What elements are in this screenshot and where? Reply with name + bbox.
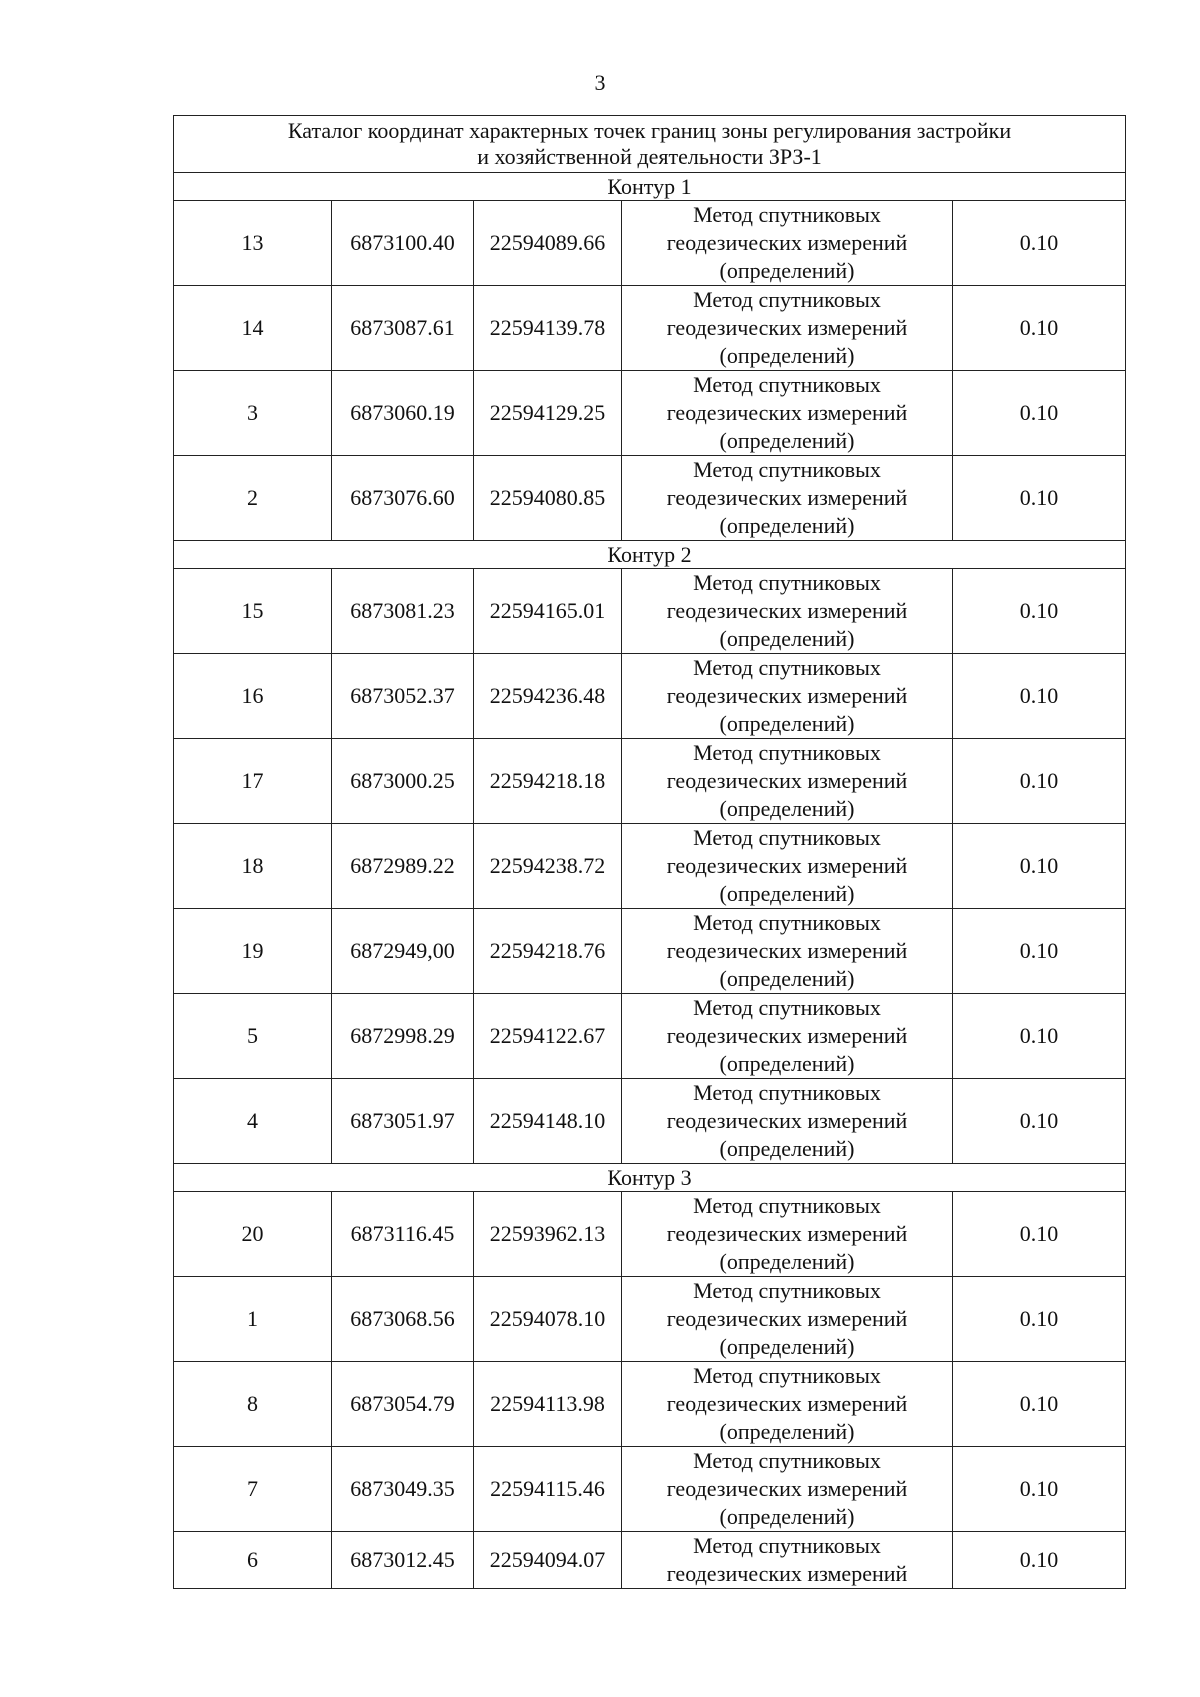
method-line-3: (определений): [719, 1419, 855, 1444]
method-line-3: (определений): [719, 881, 855, 906]
method-line-2: геодезических измерений: [666, 853, 908, 878]
method-line-1: Метод спутниковых: [693, 287, 881, 312]
coordinate-catalog-table: [173, 115, 1126, 1589]
method-cell: [622, 824, 953, 909]
table-row: [174, 994, 1126, 1079]
y-coordinate-cell: 22593962.13: [474, 1192, 622, 1277]
x-coordinate-cell: 6873049.35: [332, 1447, 474, 1532]
method-line-3: (определений): [719, 513, 855, 538]
method-line-2: геодезических измерений: [666, 1561, 908, 1586]
point-number-cell: 18: [174, 824, 332, 909]
method-line-2: геодезических измерений: [666, 1391, 908, 1416]
table-row: [174, 909, 1126, 994]
accuracy-cell: 0.10: [953, 1277, 1126, 1362]
method-line-2: геодезических измерений: [666, 1221, 908, 1246]
table-row: [174, 654, 1126, 739]
method-line-2: геодезических измерений: [666, 1023, 908, 1048]
accuracy-cell: 0.10: [953, 371, 1126, 456]
method-line-2: геодезических измерений: [666, 1108, 908, 1133]
point-number-cell: 2: [174, 456, 332, 541]
method-line-1: Метод спутниковых: [693, 1533, 881, 1558]
method-cell: [622, 909, 953, 994]
point-number-cell: 7: [174, 1447, 332, 1532]
table-title: [174, 116, 1126, 173]
accuracy-cell: 0.10: [953, 824, 1126, 909]
table-row: [174, 1362, 1126, 1447]
point-number-cell: 15: [174, 569, 332, 654]
method-line-1: Метод спутниковых: [693, 202, 881, 227]
method-cell: [622, 286, 953, 371]
method-line-1: Метод спутниковых: [693, 1363, 881, 1388]
accuracy-cell: 0.10: [953, 569, 1126, 654]
method-line-3: (определений): [719, 428, 855, 453]
table-row: [174, 371, 1126, 456]
method-cell: [622, 1079, 953, 1164]
table-row: [174, 1192, 1126, 1277]
accuracy-cell: 0.10: [953, 1192, 1126, 1277]
accuracy-cell: 0.10: [953, 1532, 1126, 1589]
table-row: [174, 739, 1126, 824]
method-cell: [622, 201, 953, 286]
contour-header-row: [174, 173, 1126, 201]
method-line-2: геодезических измерений: [666, 768, 908, 793]
method-line-2: геодезических измерений: [666, 485, 908, 510]
table-row: [174, 201, 1126, 286]
table-row: [174, 1277, 1126, 1362]
method-line-2: геодезических измерений: [666, 598, 908, 623]
x-coordinate-cell: 6873052.37: [332, 654, 474, 739]
method-line-1: Метод спутниковых: [693, 655, 881, 680]
method-line-2: геодезических измерений: [666, 400, 908, 425]
x-coordinate-cell: 6873081.23: [332, 569, 474, 654]
table-row: [174, 1079, 1126, 1164]
method-cell: [622, 654, 953, 739]
method-line-3: (определений): [719, 343, 855, 368]
method-cell: [622, 1192, 953, 1277]
method-line-3: (определений): [719, 1504, 855, 1529]
y-coordinate-cell: 22594078.10: [474, 1277, 622, 1362]
point-number-cell: 3: [174, 371, 332, 456]
method-line-1: Метод спутниковых: [693, 740, 881, 765]
method-line-1: Метод спутниковых: [693, 1448, 881, 1473]
accuracy-cell: 0.10: [953, 1079, 1126, 1164]
x-coordinate-cell: 6873076.60: [332, 456, 474, 541]
page-number: 3: [594, 70, 606, 95]
table-row: [174, 286, 1126, 371]
y-coordinate-cell: 22594165.01: [474, 569, 622, 654]
method-line-1: Метод спутниковых: [693, 372, 881, 397]
y-coordinate-cell: 22594238.72: [474, 824, 622, 909]
point-number-cell: 13: [174, 201, 332, 286]
accuracy-cell: 0.10: [953, 909, 1126, 994]
accuracy-cell: 0.10: [953, 739, 1126, 824]
x-coordinate-cell: 6873000.25: [332, 739, 474, 824]
y-coordinate-cell: 22594236.48: [474, 654, 622, 739]
x-coordinate-cell: 6872989.22: [332, 824, 474, 909]
accuracy-cell: 0.10: [953, 286, 1126, 371]
point-number-cell: 19: [174, 909, 332, 994]
method-cell: [622, 994, 953, 1079]
x-coordinate-cell: 6873116.45: [332, 1192, 474, 1277]
y-coordinate-cell: 22594139.78: [474, 286, 622, 371]
contour-header-row: [174, 1164, 1126, 1192]
method-line-3: (определений): [719, 258, 855, 283]
method-line-1: Метод спутниковых: [693, 1080, 881, 1105]
method-line-2: геодезических измерений: [666, 1476, 908, 1501]
contour-label: Контур 3: [174, 1164, 1126, 1192]
method-line-2: геодезических измерений: [666, 938, 908, 963]
table-row: [174, 824, 1126, 909]
x-coordinate-cell: 6873012.45: [332, 1532, 474, 1589]
y-coordinate-cell: 22594089.66: [474, 201, 622, 286]
method-line-1: Метод спутниковых: [693, 570, 881, 595]
x-coordinate-cell: 6873100.40: [332, 201, 474, 286]
x-coordinate-cell: 6873068.56: [332, 1277, 474, 1362]
point-number-cell: 16: [174, 654, 332, 739]
table-title-line-2: и хозяйственной деятельности ЗРЗ-1: [477, 144, 822, 169]
y-coordinate-cell: 22594218.76: [474, 909, 622, 994]
point-number-cell: 4: [174, 1079, 332, 1164]
table-row: [174, 1447, 1126, 1532]
method-line-2: геодезических измерений: [666, 315, 908, 340]
x-coordinate-cell: 6872998.29: [332, 994, 474, 1079]
y-coordinate-cell: 22594122.67: [474, 994, 622, 1079]
method-cell: [622, 456, 953, 541]
method-line-1: Метод спутниковых: [693, 995, 881, 1020]
method-line-3: (определений): [719, 1249, 855, 1274]
accuracy-cell: 0.10: [953, 654, 1126, 739]
method-line-1: Метод спутниковых: [693, 910, 881, 935]
method-line-2: геодезических измерений: [666, 230, 908, 255]
method-line-1: Метод спутниковых: [693, 1193, 881, 1218]
method-line-3: (определений): [719, 966, 855, 991]
method-line-2: геодезических измерений: [666, 1306, 908, 1331]
y-coordinate-cell: 22594094.07: [474, 1532, 622, 1589]
y-coordinate-cell: 22594218.18: [474, 739, 622, 824]
point-number-cell: 1: [174, 1277, 332, 1362]
table-row: [174, 456, 1126, 541]
method-line-3: (определений): [719, 796, 855, 821]
accuracy-cell: 0.10: [953, 1362, 1126, 1447]
point-number-cell: 17: [174, 739, 332, 824]
x-coordinate-cell: 6873087.61: [332, 286, 474, 371]
x-coordinate-cell: 6873054.79: [332, 1362, 474, 1447]
point-number-cell: 8: [174, 1362, 332, 1447]
method-line-1: Метод спутниковых: [693, 457, 881, 482]
y-coordinate-cell: 22594080.85: [474, 456, 622, 541]
method-cell: [622, 1447, 953, 1532]
y-coordinate-cell: 22594148.10: [474, 1079, 622, 1164]
point-number-cell: 14: [174, 286, 332, 371]
method-line-3: (определений): [719, 1136, 855, 1161]
contour-header-row: [174, 541, 1126, 569]
method-line-2: геодезических измерений: [666, 683, 908, 708]
method-line-1: Метод спутниковых: [693, 1278, 881, 1303]
y-coordinate-cell: 22594129.25: [474, 371, 622, 456]
accuracy-cell: 0.10: [953, 201, 1126, 286]
method-cell: [622, 569, 953, 654]
method-cell: [622, 371, 953, 456]
method-cell: [622, 1362, 953, 1447]
method-line-3: (определений): [719, 1051, 855, 1076]
y-coordinate-cell: 22594113.98: [474, 1362, 622, 1447]
method-cell: [622, 1277, 953, 1362]
accuracy-cell: 0.10: [953, 994, 1126, 1079]
point-number-cell: 6: [174, 1532, 332, 1589]
table-row: [174, 569, 1126, 654]
x-coordinate-cell: 6873051.97: [332, 1079, 474, 1164]
x-coordinate-cell: 6872949,00: [332, 909, 474, 994]
method-line-1: Метод спутниковых: [693, 825, 881, 850]
method-line-3: (определений): [719, 626, 855, 651]
x-coordinate-cell: 6873060.19: [332, 371, 474, 456]
y-coordinate-cell: 22594115.46: [474, 1447, 622, 1532]
accuracy-cell: 0.10: [953, 456, 1126, 541]
method-cell: [622, 739, 953, 824]
contour-label: Контур 2: [174, 541, 1126, 569]
accuracy-cell: 0.10: [953, 1447, 1126, 1532]
method-line-3: (определений): [719, 1334, 855, 1359]
method-cell: [622, 1532, 953, 1589]
method-line-3: (определений): [719, 711, 855, 736]
point-number-cell: 20: [174, 1192, 332, 1277]
table-row: [174, 1532, 1126, 1589]
point-number-cell: 5: [174, 994, 332, 1079]
table-title-line-1: Каталог координат характерных точек границ зоны регулирования застройки: [287, 118, 1012, 143]
contour-label: Контур 1: [174, 173, 1126, 201]
